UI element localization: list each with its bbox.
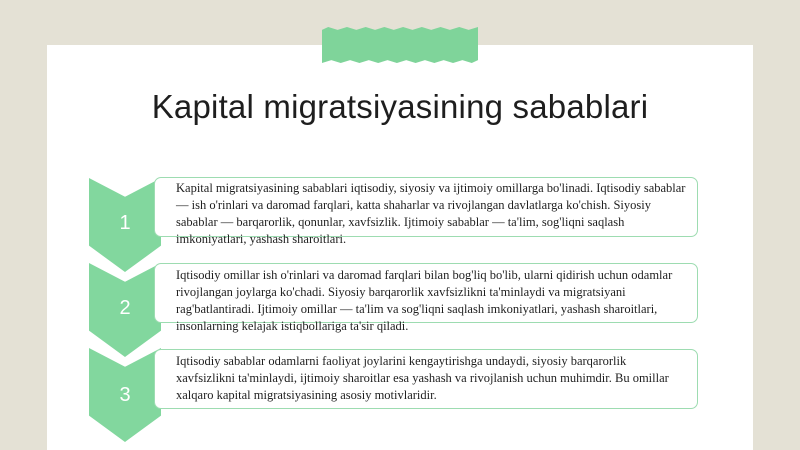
tape-decoration — [322, 27, 478, 63]
step-1-number: 1 — [119, 212, 131, 234]
step-2-number: 2 — [119, 297, 131, 319]
slide-title: Kapital migratsiyasining sabablari — [151, 88, 649, 125]
step-1-text: Kapital migratsiyasining sabablari iqtisodiy, siyosiy va ijtimoiy omillarga bo'linadi. Iqtisodiy sabablar — ish o'rinlari va daromad farqlari, katta shaharlar va rivojlangan davlatlarga ko'chish. Siyosiy sabablar — barqarorlik, qonunlar, xavfsizlik. Ijtimoiy sabablar — ta'lim, sog'liqni saqlash imkoniyatlari, yashash sharoitlari. — [176, 181, 686, 246]
step-3-number: 3 — [119, 384, 131, 406]
step-3-text: Iqtisodiy sabablar odamlarni faoliyat joylarini kengaytirishga undaydi, siyosiy barqarorlik xavfsizlikni ta'minlaydi, ijtimoiy sharoitlar esa yashash va rivojlanish uchun muhimdir. Bu omillar xalqaro kapital migratsiyasining asosiy motivlaridir. — [176, 354, 669, 402]
step-2-text: Iqtisodiy omillar ish o'rinlari va daromad farqlari bilan bog'liq bo'lib, ularni qidirish uchun odamlar rivojlangan joylarga ko'chadi. Siyosiy barqarorlik xavfsizlikni ta'minlaydi va migratsiyani rag'batlantiradi. Ijtimoiy omillar — ta'lim va sog'liqni saqlash imkoniyatlari, yashash sharoitlari, insonlarning kelajak istiqbollariga ta'sir qiladi. — [176, 268, 673, 333]
